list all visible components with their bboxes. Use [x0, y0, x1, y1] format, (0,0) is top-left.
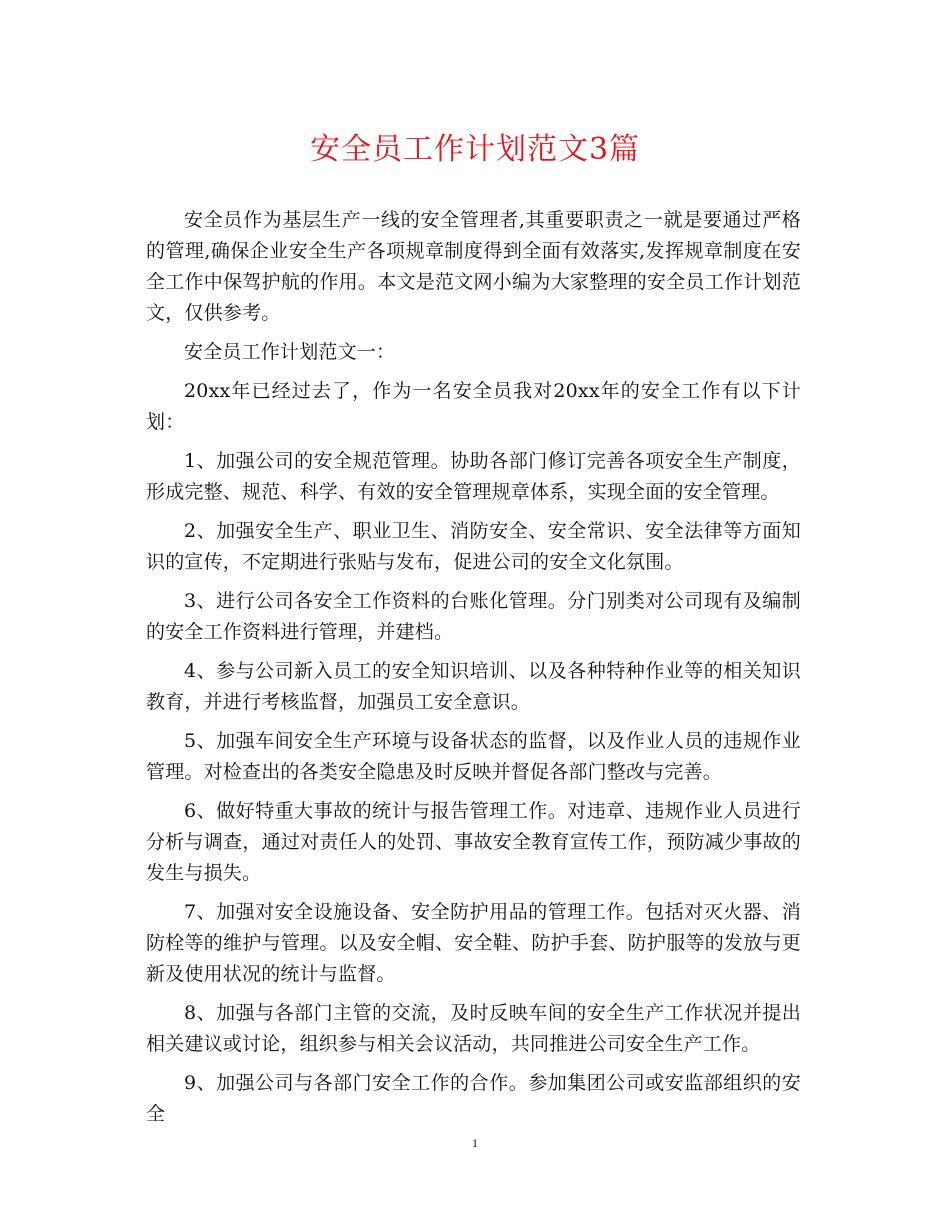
- plan-item-4: 4、参与公司新入员工的安全知识培训、以及各种特种作业等的相关知识教育，并进行考核监督，加强员工安全意识。: [146, 660, 801, 713]
- plan-item-2: 2、加强安全生产、职业卫生、消防安全、安全常识、安全法律等方面知识的宣传，不定期进行张贴与发布，促进公司的安全文化氛围。: [146, 520, 801, 573]
- plan-intro-paragraph: 20xx年已经过去了，作为一名安全员我对20xx年的安全工作有以下计划：: [146, 380, 801, 433]
- plan-item-9: 9、加强公司与各部门安全工作的合作。参加集团公司或安监部组织的安全: [146, 1072, 801, 1125]
- plan-item-6: 6、做好特重大事故的统计与报告管理工作。对违章、违规作业人员进行分析与调查，通过对责任人的处罚、事故安全教育宣传工作，预防减少事故的发生与损失。: [146, 800, 801, 884]
- section-heading-plan-one: 安全员工作计划范文一：: [184, 341, 396, 363]
- plan-item-1: 1、加强公司的安全规范管理。协助各部门修订完善各项安全生产制度，形成完整、规范、科学、有效的安全管理规章体系，实现全面的安全管理。: [146, 450, 801, 503]
- document-body: [146, 205, 801, 1138]
- page-number: 1: [472, 1136, 478, 1150]
- plan-item-5: 5、加强车间安全生产环境与设备状态的监督，以及作业人员的违规作业管理。对检查出的各类安全隐患及时反映并督促各部门整改与完善。: [146, 730, 801, 783]
- intro-paragraph: 安全员作为基层生产一线的安全管理者,其重要职责之一就是要通过严格的管理,确保企业安全生产各项规章制度得到全面有效落实,发挥规章制度在安全工作中保驾护航的作用。本文是范文网小编为大家整理的安全员工作计划范文，仅供参考。: [146, 209, 801, 324]
- page-title: 安全员工作计划范文3篇: [309, 132, 641, 167]
- plan-item-3: 3、进行公司各安全工作资料的台账化管理。分门别类对公司现有及编制的安全工作资料进行管理，并建档。: [146, 590, 801, 643]
- plan-item-7: 7、加强对安全设施设备、安全防护用品的管理工作。包括对灭火器、消防栓等的维护与管理。以及安全帽、安全鞋、防护手套、防护服等的发放与更新及使用状况的统计与监督。: [146, 901, 801, 985]
- plan-item-8: 8、加强与各部门主管的交流，及时反映车间的安全生产工作状况并提出相关建议或讨论，组织参与相关会议活动，共同推进公司安全生产工作。: [146, 1002, 801, 1055]
